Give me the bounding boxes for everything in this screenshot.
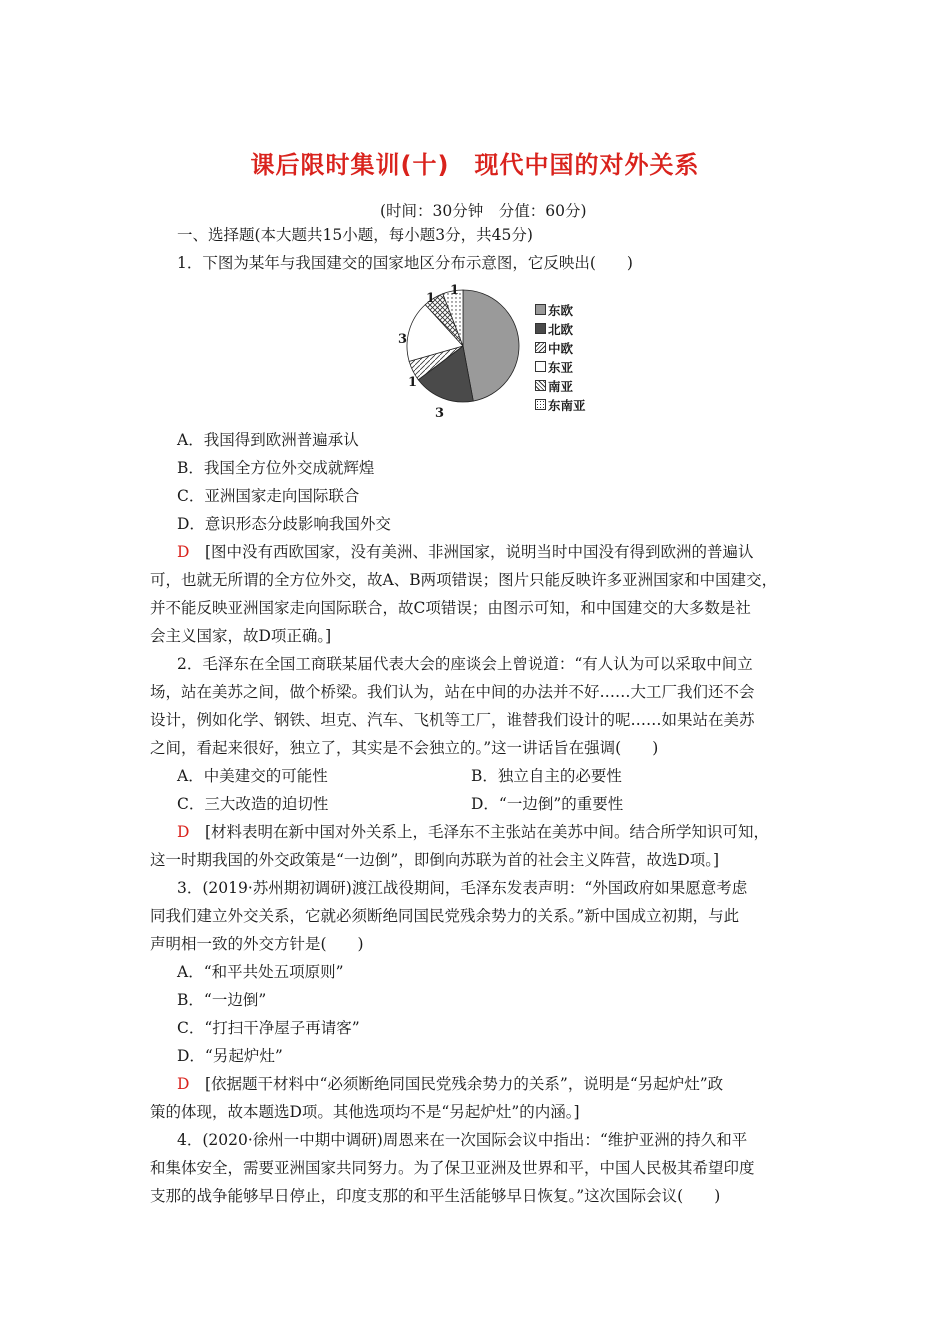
time-info: (时间：30分钟 分值：60分): [380, 202, 587, 220]
q4-stem-line: 支那的战争能够早日停止，印度支那的和平生活能够早日恢复。”这次国际会议( ): [150, 1187, 721, 1205]
legend-swatch-zhongou: [535, 342, 546, 353]
q3-stem-line: 3．(2019·苏州期初调研)渡江战役期间，毛泽东发表声明：“外国政府如果愿意考虑: [177, 879, 748, 897]
pie-label-dongya: 3: [398, 332, 408, 347]
q3-explain-text: [依据题干材料中“必须断绝同国民党残余势力的关系”，说明是“另起炉灶”政: [189, 1075, 724, 1093]
legend-swatch-dongnanya: [535, 399, 546, 410]
legend-swatch-dongya: [535, 361, 546, 372]
q2-answer: D: [177, 823, 190, 841]
legend-label: 中欧: [548, 340, 574, 356]
legend-swatch-beiou: [535, 323, 546, 334]
q3-stem-line: 声明相一致的外交方针是( ): [150, 935, 364, 953]
pie-slice-0: [463, 290, 519, 401]
legend-swatch-dongou: [535, 304, 546, 315]
q4-stem-line: 4．(2020·徐州一中期中调研)周恩来在一次国际会议中指出：“维护亚洲的持久和平: [177, 1131, 748, 1149]
q1-option-c: C．亚洲国家走向国际联合: [177, 487, 360, 505]
legend-label: 南亚: [548, 378, 574, 394]
legend-label: 北欧: [548, 321, 574, 337]
q2-option-a: A．中美建交的可能性: [177, 767, 328, 785]
legend-item: [535, 395, 586, 414]
pie-label-zhongou: 1: [408, 375, 418, 390]
q2-option-c: C．三大改造的迫切性: [177, 795, 329, 813]
q3-explain-line: 策的体现，故本题选D项。其他选项均不是“另起炉灶”的内涵。]: [150, 1103, 580, 1121]
pie-label-nanya: 1: [426, 291, 436, 306]
q2-explanation-line: [177, 822, 853, 842]
legend-item: [535, 338, 586, 357]
q1-explanation-line: [177, 542, 853, 562]
legend-item: [535, 300, 586, 319]
legend-item: [535, 319, 586, 338]
pie-label-beiou: 3: [435, 406, 445, 421]
legend-label: 东亚: [548, 359, 574, 375]
q3-stem-line: 同我们建立外交关系，它就必须断绝同国民党残余势力的关系。”新中国成立初期，与此: [150, 907, 740, 925]
legend-item: [535, 357, 586, 376]
q1-explain-line: 并不能反映亚洲国家走向国际联合，故C项错误；由图示可知，和中国建交的大多数是社: [150, 599, 751, 617]
q3-option-d: D．“另起炉灶”: [177, 1047, 283, 1065]
section-heading: 一、选择题(本大题共15小题，每小题3分，共45分): [177, 226, 533, 244]
legend-label: 东欧: [548, 302, 574, 318]
pie-label-dongnanya: 1: [450, 283, 460, 298]
q1-option-d: D．意识形态分歧影响我国外交: [177, 515, 391, 533]
q1-explain-text: [图中没有西欧国家，没有美洲、非洲国家，说明当时中国没有得到欧洲的普遍认: [189, 543, 754, 561]
q2-explain-line: 这一时期我国的外交政策是“一边倒”，即倒向苏联为首的社会主义阵营，故选D项。]: [150, 851, 720, 869]
q3-option-a: A．“和平共处五项原则”: [177, 963, 344, 981]
q2-explain-text: [材料表明在新中国对外关系上，毛泽东不主张站在美苏中间。结合所学知识可知，: [189, 823, 769, 841]
q1-stem: 1．下图为某年与我国建交的国家地区分布示意图，它反映出( ): [177, 254, 633, 272]
q1-option-a: A．我国得到欧洲普遍承认: [177, 431, 359, 449]
q1-explain-line: 会主义国家，故D项正确。]: [150, 627, 332, 645]
q2-stem-line: 之间，看起来很好，独立了，其实是不会独立的。”这一讲话旨在强调( ): [150, 739, 659, 757]
q2-stem-line: 场，站在美苏之间，做个桥梁。我们认为，站在中间的办法并不好……大工厂我们还不会: [150, 683, 755, 701]
q2-stem-line: 设计，例如化学、钢铁、坦克、汽车、飞机等工厂，谁替我们设计的呢……如果站在美苏: [150, 711, 755, 729]
q3-option-b: B．“一边倒”: [177, 991, 267, 1009]
legend-item: [535, 376, 586, 395]
q4-stem-line: 和集体安全，需要亚洲国家共同努力。为了保卫亚洲及世界和平，中国人民极其希望印度: [150, 1159, 755, 1177]
q1-explain-line: 可，也就无所谓的全方位外交，故A、B两项错误；图片只能反映许多亚洲国家和中国建交，: [150, 571, 778, 589]
q2-option-b: B．独立自主的必要性: [471, 767, 622, 785]
q3-option-c: C．“打扫干净屋子再请客”: [177, 1019, 360, 1037]
pie-legend: [535, 300, 586, 414]
q2-option-d: D．“一边倒”的重要性: [471, 795, 624, 813]
q1-option-b: B．我国全方位外交成就辉煌: [177, 459, 375, 477]
q1-answer: D: [177, 543, 190, 561]
q3-explanation-line: [177, 1074, 853, 1094]
q2-stem-line: 2．毛泽东在全国工商联某届代表大会的座谈会上曾说道：“有人认为可以采取中间立: [177, 655, 753, 673]
q3-answer: D: [177, 1075, 190, 1093]
legend-swatch-nanya: [535, 380, 546, 391]
page-title: 课后限时集训(十) 现代中国的对外关系: [250, 151, 700, 179]
legend-label: 东南亚: [548, 397, 586, 413]
